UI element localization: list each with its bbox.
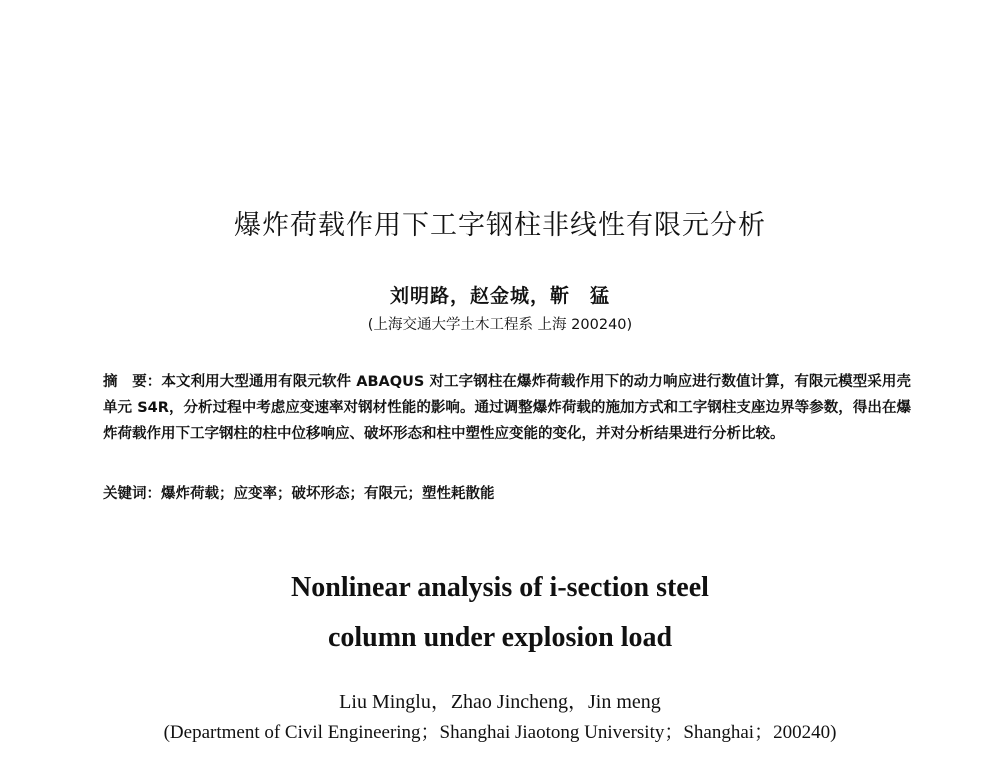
english-title: [0, 563, 1000, 663]
keywords-block: [103, 482, 911, 503]
english-title-line-2: column under explosion load: [327, 622, 673, 653]
abstract-block: [103, 369, 911, 447]
chinese-affiliation: (上海交通大学土木工程系 上海 200240): [367, 317, 633, 333]
chinese-title: 爆炸荷载作用下工字钢柱非线性有限元分析: [234, 210, 766, 241]
english-affiliation: (Department of Civil Engineering；Shanghai Jiaotong University；Shanghai；200240): [163, 722, 837, 743]
english-authors: Liu Minglu，Zhao Jincheng，Jin meng: [339, 691, 661, 713]
keywords-label: 关键词：: [103, 486, 161, 502]
abstract-text: 本文利用大型通用有限元软件 ABAQUS 对工字钢柱在爆炸荷载作用下的动力响应进行数值计算，有限元模型采用壳单元 S4R，分析过程中考虑应变速率对钢材性能的影响。通过调整爆炸荷载的施加方式和工字钢柱支座边界等参数，得出在爆炸荷载作用下工字钢柱的柱中位移响应、破坏形态和柱中塑性应变能的变化，并对分析结果进行分析比较。: [103, 374, 912, 442]
keywords-text: 爆炸荷载；应变率；破坏形态；有限元；塑性耗散能: [161, 486, 495, 502]
english-title-line-1: Nonlinear analysis of i-section steel: [291, 572, 709, 603]
chinese-authors: 刘明路，赵金城，靳 猛: [389, 285, 610, 307]
abstract-label: 摘 要：: [103, 374, 162, 390]
